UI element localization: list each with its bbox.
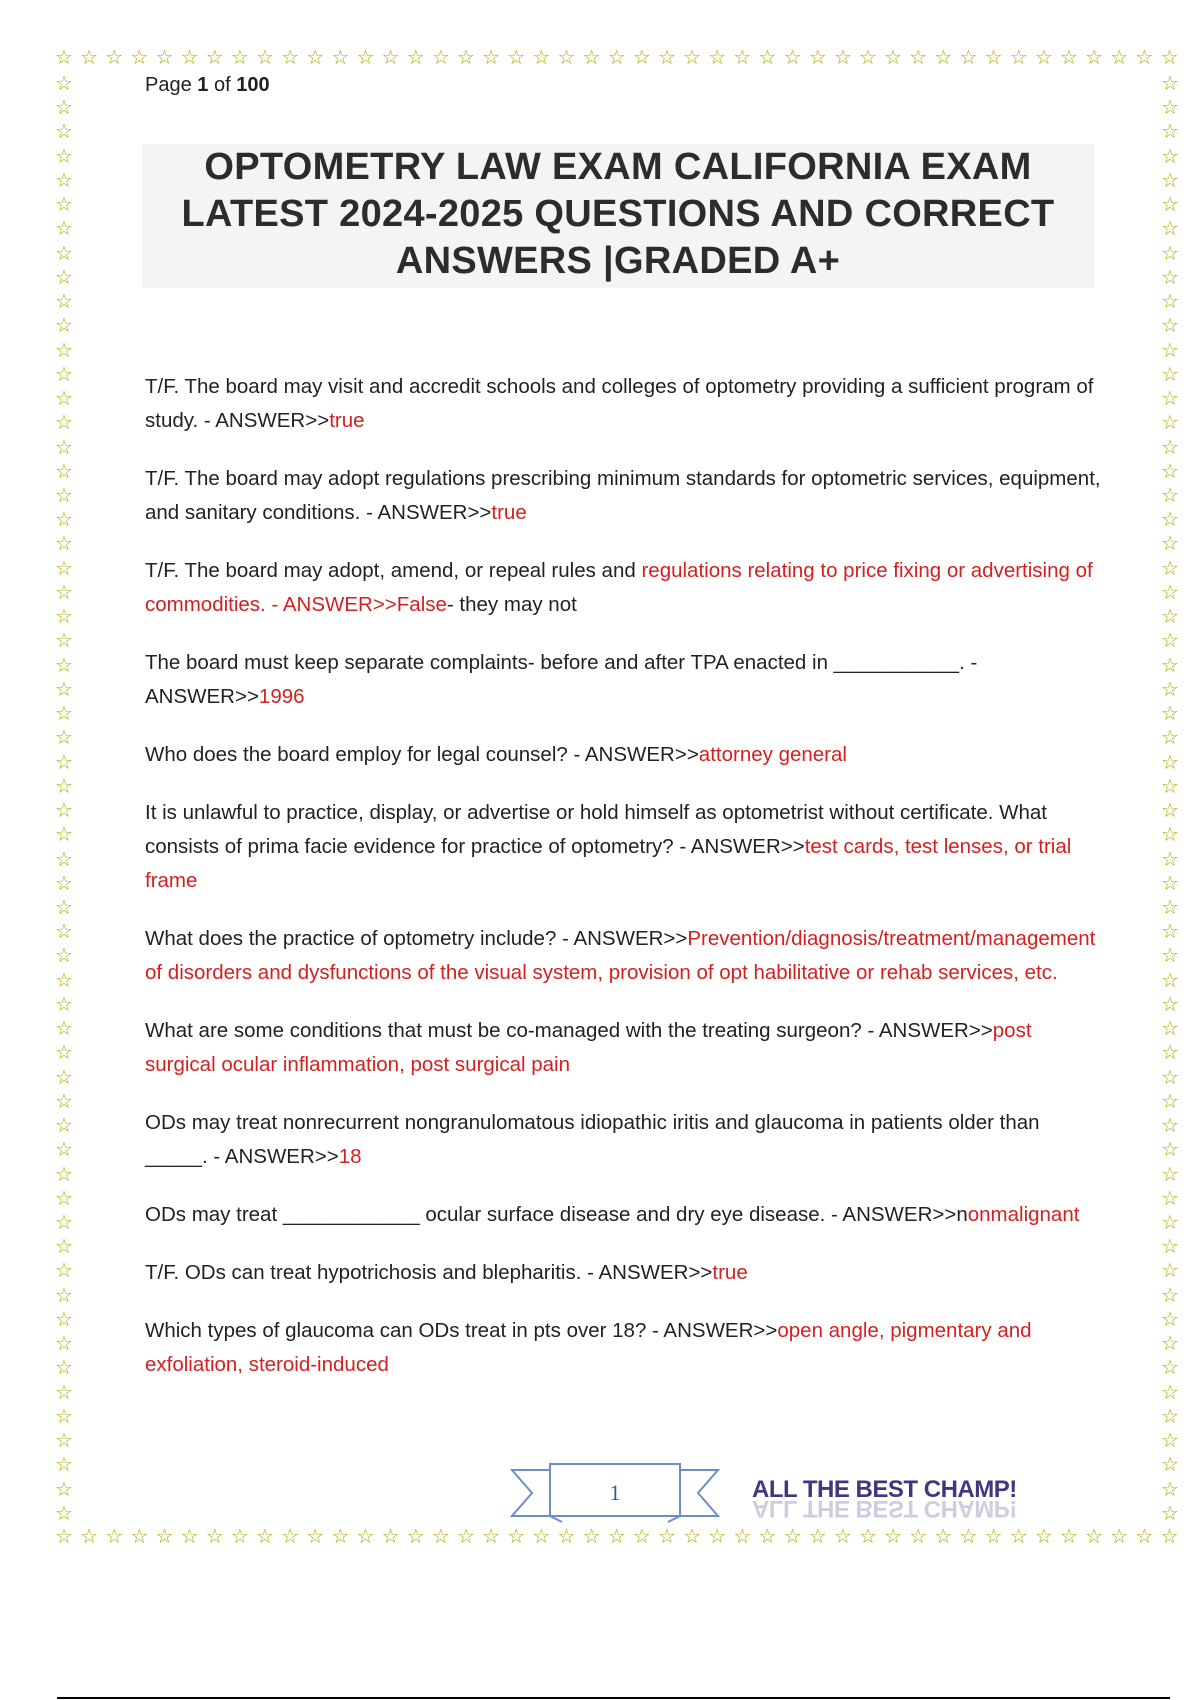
star-icon: ☆ (1161, 412, 1179, 435)
qa-item: Which types of glaucoma can ODs treat in pts over 18? - ANSWER>>open angle, pigmentary and exfoliation, steroid-induced (145, 1319, 1032, 1376)
star-icon: ☆ (1161, 169, 1179, 192)
star-icon: ☆ (55, 533, 73, 556)
star-icon: ☆ (1060, 1526, 1078, 1548)
star-icon: ☆ (984, 47, 1003, 69)
star-icon: ☆ (1161, 872, 1179, 895)
star-icon: ☆ (356, 1526, 375, 1548)
star-icon: ☆ (55, 654, 73, 677)
page-number: 1 (609, 1480, 621, 1505)
star-icon: ☆ (884, 47, 903, 69)
star-icon: ☆ (1161, 1478, 1179, 1501)
star-icon: ☆ (55, 1454, 73, 1477)
star-icon: ☆ (1161, 824, 1179, 847)
star-icon: ☆ (55, 945, 73, 968)
document-title (142, 144, 1094, 288)
star-icon: ☆ (1161, 678, 1179, 701)
star-icon: ☆ (205, 47, 224, 69)
star-icon: ☆ (1161, 969, 1179, 992)
star-icon: ☆ (1034, 1526, 1053, 1548)
star-icon: ☆ (55, 1090, 73, 1113)
star-icon: ☆ (783, 47, 802, 69)
title-line-2: LATEST 2024-2025 QUESTIONS AND CORRECT (181, 193, 1055, 235)
star-icon: ☆ (80, 1526, 99, 1548)
star-icon: ☆ (1110, 1526, 1129, 1548)
star-icon: ☆ (55, 848, 73, 871)
slogan-text: ALL THE BEST CHAMP! (752, 1476, 1017, 1503)
star-icon: ☆ (1161, 800, 1179, 823)
star-icon: ☆ (55, 1405, 73, 1428)
star-icon: ☆ (1161, 363, 1179, 386)
qa-item: It is unlawful to practice, display, or advertise or hold himself as optometrist without certificate. What consists of prima facie evidence for practice of optometry? - ANSWER>>test cards, test lenses, or trial frame (145, 801, 1072, 892)
star-icon: ☆ (1161, 1042, 1179, 1065)
title-line-1: OPTOMETRY LAW EXAM CALIFORNIA EXAM (204, 146, 1032, 188)
border-left (52, 74, 76, 1524)
star-icon: ☆ (1009, 47, 1028, 69)
star-icon: ☆ (55, 1333, 73, 1356)
star-icon: ☆ (55, 242, 73, 265)
qa-item: Who does the board employ for legal counsel? - ANSWER>>attorney general (145, 743, 847, 766)
star-icon: ☆ (909, 1526, 928, 1548)
star-icon: ☆ (130, 47, 149, 69)
star-icon: ☆ (55, 412, 73, 435)
star-icon: ☆ (733, 47, 752, 69)
star-icon: ☆ (532, 47, 551, 69)
star-icon: ☆ (105, 47, 124, 69)
star-icon: ☆ (1161, 1381, 1179, 1404)
star-icon: ☆ (205, 1526, 224, 1548)
star-icon: ☆ (331, 1526, 350, 1548)
star-icon: ☆ (55, 388, 73, 411)
star-icon: ☆ (1085, 47, 1104, 69)
star-icon: ☆ (55, 1478, 73, 1501)
star-icon: ☆ (80, 47, 99, 69)
star-icon: ☆ (1161, 509, 1179, 532)
star-icon: ☆ (632, 1526, 651, 1548)
star-icon: ☆ (55, 751, 73, 774)
star-icon: ☆ (55, 363, 73, 386)
slogan (752, 1476, 1017, 1522)
qa-item: T/F. ODs can treat hypotrichosis and blepharitis. - ANSWER>>true (145, 1261, 748, 1284)
star-icon: ☆ (1110, 47, 1129, 69)
star-icon: ☆ (331, 47, 350, 69)
slogan-reflection: ALL THE BEST CHAMP! (752, 1495, 1017, 1522)
star-icon: ☆ (1161, 1284, 1179, 1307)
star-icon: ☆ (532, 1526, 551, 1548)
star-icon: ☆ (230, 1526, 249, 1548)
star-icon: ☆ (55, 1357, 73, 1380)
star-icon: ☆ (55, 969, 73, 992)
star-icon: ☆ (256, 47, 274, 69)
star-icon: ☆ (55, 145, 73, 168)
star-icon: ☆ (934, 47, 953, 69)
star-icon: ☆ (1135, 47, 1154, 69)
star-icon: ☆ (859, 1526, 877, 1548)
star-icon: ☆ (582, 1526, 601, 1548)
star-icon: ☆ (55, 606, 73, 629)
star-icon: ☆ (1161, 1066, 1179, 1089)
star-icon: ☆ (55, 921, 73, 944)
star-icon: ☆ (1161, 630, 1179, 653)
star-icon: ☆ (658, 47, 676, 69)
bottom-rule (57, 1697, 1170, 1699)
title-line-3: ANSWERS |GRADED A+ (395, 240, 841, 282)
star-icon: ☆ (55, 630, 73, 653)
star-icon: ☆ (55, 97, 73, 120)
star-icon: ☆ (1161, 533, 1179, 556)
star-icon: ☆ (1161, 388, 1179, 411)
star-icon: ☆ (406, 47, 425, 69)
star-icon: ☆ (55, 1502, 73, 1525)
star-icon: ☆ (55, 581, 73, 604)
star-icon: ☆ (155, 1526, 174, 1548)
star-icon: ☆ (1161, 1163, 1179, 1186)
star-icon: ☆ (683, 47, 702, 69)
star-icon: ☆ (507, 47, 526, 69)
star-icon: ☆ (55, 872, 73, 895)
star-icon: ☆ (884, 1526, 903, 1548)
star-icon: ☆ (1161, 339, 1179, 362)
star-icon: ☆ (55, 266, 73, 289)
star-icon: ☆ (1161, 703, 1179, 726)
star-icon: ☆ (55, 436, 73, 459)
star-icon: ☆ (733, 1526, 752, 1548)
star-icon: ☆ (1161, 1454, 1179, 1477)
star-icon: ☆ (55, 896, 73, 919)
star-icon: ☆ (1161, 73, 1179, 95)
star-icon: ☆ (55, 1260, 73, 1283)
star-icon: ☆ (306, 1526, 325, 1548)
qa-item: What are some conditions that must be co-managed with the treating surgeon? - ANSWER>>post surgical ocular inflammation, post surgical pain (145, 1019, 1032, 1076)
star-icon: ☆ (1161, 436, 1179, 459)
star-icon: ☆ (356, 47, 375, 69)
star-icon: ☆ (55, 1212, 73, 1235)
star-icon: ☆ (55, 1430, 73, 1453)
star-icon: ☆ (55, 678, 73, 701)
star-icon: ☆ (1161, 1187, 1179, 1210)
star-icon: ☆ (381, 47, 400, 69)
qa-list (145, 370, 1105, 1406)
star-icon: ☆ (1161, 1430, 1179, 1453)
page-label: Page 1 of 100 (145, 74, 270, 96)
star-icon: ☆ (557, 47, 576, 69)
star-icon: ☆ (55, 1236, 73, 1259)
star-icon: ☆ (105, 1526, 124, 1548)
star-icon: ☆ (1161, 921, 1179, 944)
star-icon: ☆ (55, 557, 73, 580)
star-icon: ☆ (55, 993, 73, 1016)
star-icon: ☆ (758, 47, 777, 69)
star-icon: ☆ (55, 1284, 73, 1307)
star-icon: ☆ (1161, 1405, 1179, 1428)
star-icon: ☆ (482, 47, 501, 69)
qa-item: T/F. The board may visit and accredit schools and colleges of optometry providing a sufficient program of study. - ANSWER>>true (145, 375, 1094, 432)
star-icon: ☆ (55, 1139, 73, 1162)
star-icon: ☆ (1161, 194, 1179, 217)
star-icon: ☆ (230, 47, 249, 69)
star-icon: ☆ (1161, 993, 1179, 1016)
star-icon: ☆ (1161, 315, 1179, 338)
star-icon: ☆ (55, 73, 73, 95)
star-icon: ☆ (180, 1526, 199, 1548)
star-icon: ☆ (557, 1526, 576, 1548)
star-icon: ☆ (55, 1115, 73, 1138)
qa-item: T/F. The board may adopt, amend, or repeal rules and regulations relating to price fixing or advertising of commodities. - ANSWER>>False- they may not (145, 559, 1093, 616)
star-icon: ☆ (180, 47, 199, 69)
page-number-ribbon (510, 1462, 720, 1529)
star-icon: ☆ (55, 47, 73, 69)
star-icon: ☆ (1161, 1139, 1179, 1162)
star-icon: ☆ (130, 1526, 149, 1548)
star-icon: ☆ (1161, 557, 1179, 580)
star-icon: ☆ (783, 1526, 802, 1548)
star-icon: ☆ (55, 460, 73, 483)
star-icon: ☆ (431, 1526, 450, 1548)
star-icon: ☆ (1160, 1526, 1179, 1548)
star-icon: ☆ (607, 1526, 626, 1548)
star-icon: ☆ (1135, 1526, 1154, 1548)
star-icon: ☆ (607, 47, 626, 69)
star-icon: ☆ (55, 509, 73, 532)
star-icon: ☆ (55, 824, 73, 847)
star-icon: ☆ (708, 47, 727, 69)
star-icon: ☆ (55, 315, 73, 338)
star-icon: ☆ (959, 47, 978, 69)
star-icon: ☆ (1161, 1308, 1179, 1331)
star-icon: ☆ (55, 1163, 73, 1186)
star-icon: ☆ (55, 1066, 73, 1089)
border-top (52, 48, 1182, 72)
star-icon: ☆ (55, 194, 73, 217)
star-icon: ☆ (808, 47, 827, 69)
star-icon: ☆ (1161, 242, 1179, 265)
star-icon: ☆ (1161, 291, 1179, 314)
star-icon: ☆ (833, 47, 852, 69)
star-icon: ☆ (1161, 1502, 1179, 1525)
star-icon: ☆ (934, 1526, 953, 1548)
star-icon: ☆ (55, 727, 73, 750)
star-icon: ☆ (1161, 1018, 1179, 1041)
star-icon: ☆ (55, 1526, 73, 1548)
star-icon: ☆ (833, 1526, 852, 1548)
border-right (1158, 74, 1182, 1524)
star-icon: ☆ (1161, 581, 1179, 604)
star-icon: ☆ (55, 1187, 73, 1210)
qa-item: T/F. The board may adopt regulations prescribing minimum standards for optometric services, equipment, and sanitary conditions. - ANSWER>>true (145, 467, 1101, 524)
star-icon: ☆ (281, 1526, 300, 1548)
star-icon: ☆ (256, 1526, 274, 1548)
star-icon: ☆ (55, 484, 73, 507)
star-icon: ☆ (1160, 47, 1179, 69)
star-icon: ☆ (281, 47, 300, 69)
star-icon: ☆ (1161, 1357, 1179, 1380)
star-icon: ☆ (1161, 896, 1179, 919)
star-icon: ☆ (1161, 751, 1179, 774)
star-icon: ☆ (1161, 460, 1179, 483)
star-icon: ☆ (457, 47, 475, 69)
star-icon: ☆ (1161, 1260, 1179, 1283)
star-icon: ☆ (1034, 47, 1053, 69)
star-icon: ☆ (1161, 266, 1179, 289)
star-icon: ☆ (984, 1526, 1003, 1548)
star-icon: ☆ (808, 1526, 827, 1548)
star-icon: ☆ (1085, 1526, 1104, 1548)
star-icon: ☆ (658, 1526, 676, 1548)
star-icon: ☆ (306, 47, 325, 69)
star-icon: ☆ (1161, 1115, 1179, 1138)
star-icon: ☆ (1161, 1090, 1179, 1113)
star-icon: ☆ (1161, 218, 1179, 241)
star-icon: ☆ (431, 47, 450, 69)
star-icon: ☆ (1161, 654, 1179, 677)
star-icon: ☆ (1161, 727, 1179, 750)
star-icon: ☆ (683, 1526, 702, 1548)
star-icon: ☆ (1161, 945, 1179, 968)
star-icon: ☆ (1161, 484, 1179, 507)
qa-item: ODs may treat ____________ ocular surface disease and dry eye disease. - ANSWER>>nonmalignant (145, 1203, 1080, 1226)
star-icon: ☆ (55, 703, 73, 726)
star-icon: ☆ (1161, 145, 1179, 168)
star-icon: ☆ (859, 47, 877, 69)
star-icon: ☆ (582, 47, 601, 69)
star-icon: ☆ (758, 1526, 777, 1548)
star-icon: ☆ (55, 121, 73, 144)
star-icon: ☆ (55, 1042, 73, 1065)
qa-item: ODs may treat nonrecurrent nongranulomatous idiopathic iritis and glaucoma in patients older than _____. - ANSWER>>18 (145, 1111, 1040, 1168)
star-icon: ☆ (55, 218, 73, 241)
border-bottom (52, 1527, 1182, 1551)
star-icon: ☆ (1009, 1526, 1028, 1548)
star-icon: ☆ (406, 1526, 425, 1548)
star-icon: ☆ (55, 1381, 73, 1404)
star-icon: ☆ (708, 1526, 727, 1548)
star-icon: ☆ (1161, 1333, 1179, 1356)
star-icon: ☆ (1060, 47, 1078, 69)
star-icon: ☆ (1161, 121, 1179, 144)
star-icon: ☆ (482, 1526, 501, 1548)
star-icon: ☆ (55, 1308, 73, 1331)
star-icon: ☆ (1161, 1212, 1179, 1235)
star-icon: ☆ (457, 1526, 475, 1548)
star-icon: ☆ (1161, 606, 1179, 629)
star-icon: ☆ (55, 775, 73, 798)
star-icon: ☆ (55, 800, 73, 823)
star-icon: ☆ (1161, 97, 1179, 120)
qa-item: What does the practice of optometry include? - ANSWER>>Prevention/diagnosis/treatment/management of disorders and dysfunctions of the visual system, provision of opt habilitative or rehab services, etc. (145, 927, 1096, 984)
star-icon: ☆ (155, 47, 174, 69)
star-icon: ☆ (1161, 775, 1179, 798)
star-icon: ☆ (55, 291, 73, 314)
star-icon: ☆ (1161, 848, 1179, 871)
qa-item: The board must keep separate complaints- before and after TPA enacted in ___________. - ANSWER>>1996 (145, 651, 978, 708)
star-icon: ☆ (909, 47, 928, 69)
star-icon: ☆ (507, 1526, 526, 1548)
star-icon: ☆ (55, 339, 73, 362)
star-icon: ☆ (55, 169, 73, 192)
star-icon: ☆ (959, 1526, 978, 1548)
star-icon: ☆ (1161, 1236, 1179, 1259)
star-icon: ☆ (55, 1018, 73, 1041)
star-icon: ☆ (632, 47, 651, 69)
ribbon-banner-icon (510, 1462, 720, 1524)
star-icon: ☆ (381, 1526, 400, 1548)
